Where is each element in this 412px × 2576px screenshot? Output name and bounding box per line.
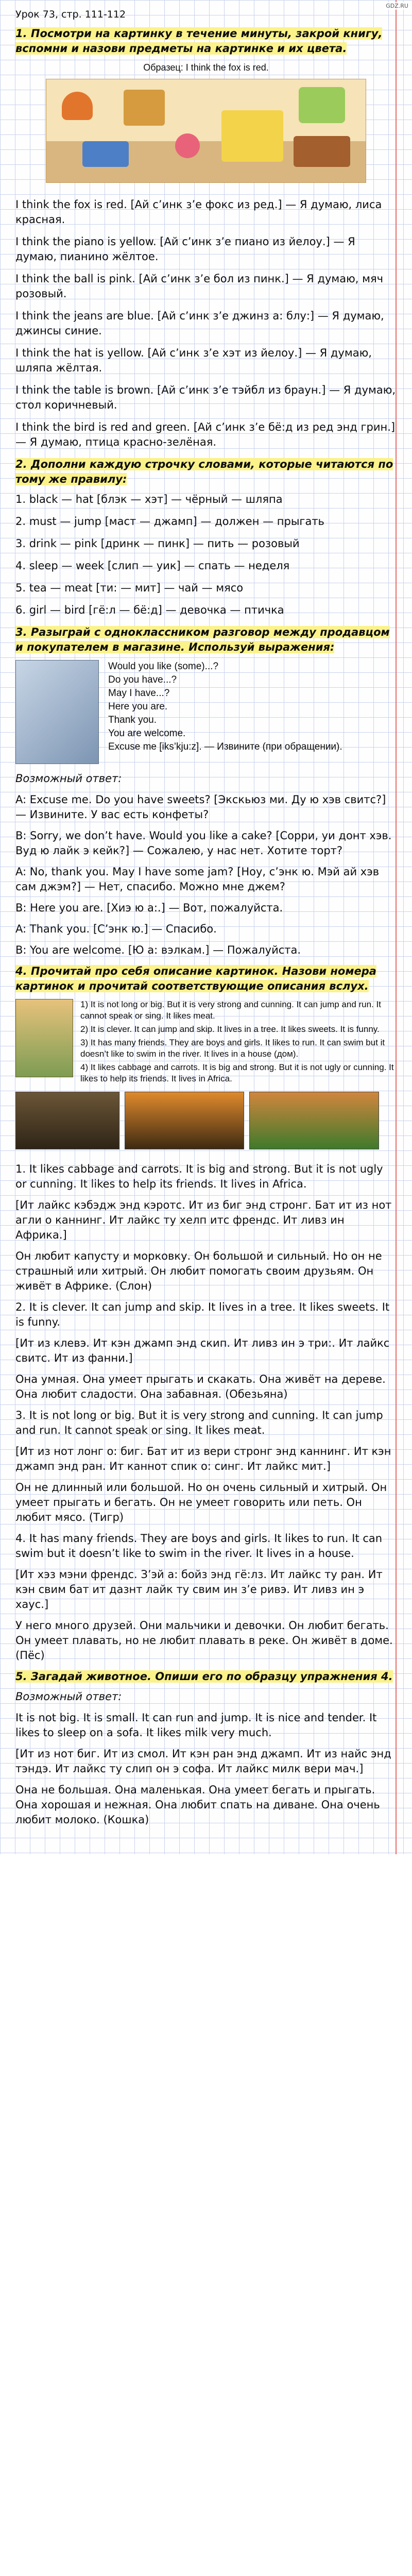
ex1-answers xyxy=(15,197,397,450)
answer-line: [Ит из нот лонг о: биг. Бат ит из вери стронг энд каннинг. Ит кэн джамп энд ран. Ит каннот спик о: синг. Ит лайкс мит.] xyxy=(15,1445,391,1472)
ex3-dialogue xyxy=(15,771,397,958)
ex4-animal-photos xyxy=(15,1092,397,1149)
description-item: 2) It is clever. It can jump and skip. It lives in a tree. It likes sweets. It is funny. xyxy=(80,1024,380,1034)
ex2-item: 6. girl — bird [гё:л — бё:д] — девочка — птичка xyxy=(15,604,284,616)
phrase: Do you have...? xyxy=(108,674,177,685)
ex4-answers xyxy=(15,1162,397,1663)
ex1-line: I think the hat is yellow. [Ай с’инк з’е хэт из йелоу.] — Я думаю, шляпа жёлтая. xyxy=(15,347,372,374)
answer-label: Возможный ответ: xyxy=(15,772,122,785)
answer-line: Он не длинный или большой. Но он очень сильный и хитрый. Он умеет прыгать и бегать. Он не умеет говорить или петь. Он любит мясо. (Тигр) xyxy=(15,1481,387,1523)
lesson-title: Урок 73, стр. 111-112 xyxy=(15,9,126,20)
ball-illustration xyxy=(175,133,200,158)
bird-cage-illustration xyxy=(299,87,345,123)
dialogue-line: B: Here you are. [Хиэ ю а:.] — Вот, пожалуйста. xyxy=(15,902,283,914)
answer-line: Она умная. Она умеет прыгать и скакать. Она живёт на дереве. Она любит сладости. Она забавная. (Обезьяна) xyxy=(15,1373,386,1400)
ex2-item: 1. black — hat [блэк — хэт] — чёрный — шляпа xyxy=(15,493,283,505)
answer-line: 3. It is not long or big. But it is very strong and cunning. It can jump and run. It cannot speak or sing. It likes meat. xyxy=(15,1409,383,1436)
ex1-heading: 1. Посмотри на картинку в течение минуты, закрой книгу, вспомни и назови предметы на картинке и их цвета. xyxy=(15,27,383,55)
ex1-line: I think the jeans are blue. [Ай с’инк з’е джинз а: блу:] — Я думаю, джинсы синие. xyxy=(15,310,384,337)
source-tag: GDZ.RU xyxy=(384,2,410,10)
answer-line: 4. It has many friends. They are boys and girls. It likes to run. It can swim but it doesn’t like to swim in the river. It lives in a house. xyxy=(15,1532,383,1560)
dialogue-line: A: Thank you. [С’энк ю.] — Спасибо. xyxy=(15,923,217,935)
ex3-phrase-block xyxy=(15,660,397,764)
ex3-heading: 3. Разыграй с одноклассником разговор между продавцом и покупателем в магазине. Используй выражения: xyxy=(15,626,390,653)
dialogue-line: A: Excuse me. Do you have sweets? [Экскьюз ми. Ду ю хэв свитс?] — Извините. У вас есть конфеты? xyxy=(15,793,386,821)
ex3-phrases xyxy=(108,660,342,754)
ex4-descriptions xyxy=(80,999,397,1087)
description-item: 3) It has many friends. They are boys and girls. It likes to run. It can swim but it doesn’t like to swim in the river. It lives in a house (дом). xyxy=(80,1038,385,1059)
dog-photo xyxy=(249,1092,379,1149)
piano-illustration xyxy=(221,110,283,162)
answer-line: Он любит капусту и морковку. Он большой и сильный. Но он не страшный или хитрый. Он любит помогать своим друзьям. Он живёт в Африке. (Слон) xyxy=(15,1250,382,1292)
answer-line: [Ит из клевэ. Ит кэн джамп энд скип. Ит ливз ин э три:. Ит лайкс свитс. Ит из фанни.] xyxy=(15,1337,390,1364)
ex4-description-block xyxy=(15,999,397,1087)
ex1-sample: Образец: I think the fox is red. xyxy=(143,62,269,73)
dialogue-line: B: Sorry, we don’t have. Would you like a cake? [Сорри, уи донт хэв. Вуд ю лайк э кейк?] — Сожалею, у нас нет. Хотите торт? xyxy=(15,829,392,857)
ex4-heading: 4. Прочитай про себя описание картинок. Назови номера картинок и прочитай соответствующие описания вслух. xyxy=(15,965,376,992)
worksheet-content xyxy=(15,7,397,1827)
answer-line: [Ит из нот биг. Ит из смол. Ит кэн ран энд джамп. Ит из найс энд тэндэ. Ит лайкс ту слип он э софа. Ит лайкс милк вери мач.] xyxy=(15,1748,391,1775)
ex1-line: I think the bird is red and green. [Ай с’инк з’е бё:д из ред энд грин.] — Я думаю, птица красно-зелёная. xyxy=(15,421,396,448)
answer-line: У него много друзей. Они мальчики и девочки. Он любит бегать. Он умеет плавать, но не любит плавать в реке. Он живёт в доме. (Пёс) xyxy=(15,1619,393,1662)
phrase: Here you are. xyxy=(108,701,168,712)
phrase: Thank you. xyxy=(108,715,157,725)
elephant-photo xyxy=(15,999,73,1077)
ex1-line: I think the table is brown. [Ай с’инк з’е тэйбл из браун.] — Я думаю, стол коричневый. xyxy=(15,384,396,411)
answer-line: 2. It is clever. It can jump and skip. It lives in a tree. It likes sweets. It is funny. xyxy=(15,1301,390,1328)
ex1-line: I think the piano is yellow. [Ай с’инк з’е пиано из йелоу.] — Я думаю, пианино жёлтое. xyxy=(15,235,355,263)
dialogue-line: A: No, thank you. May I have some jam? [Ноу, с’энк ю. Мэй ай хэв сам джэм?] — Нет, спасибо. Можно мне джем? xyxy=(15,866,380,893)
phrase: Excuse me [iks’kju:z]. — Извините (при обращении). xyxy=(108,741,342,752)
answer-line: It is not big. It is small. It can run and jump. It is nice and tender. It likes to sleep on a sofa. It likes milk very much. xyxy=(15,1711,377,1739)
answer-line: 1. It likes cabbage and carrots. It is big and strong. But it is not ugly or cunning. It likes to help its friends. It lives in Africa. xyxy=(15,1163,383,1190)
ex2-item: 3. drink — pink [дринк — пинк] — пить — розовый xyxy=(15,537,300,550)
guitar-illustration xyxy=(124,90,165,126)
ex5-heading: 5. Загадай животное. Опиши его по образцу упражнения 4. xyxy=(15,1670,393,1683)
ex1-line: I think the ball is pink. [Ай с’инк з’е бол из пинк.] — Я думаю, мяч розовый. xyxy=(15,273,384,300)
description-item: 1) It is not long or big. But it is very strong and cunning. It can jump and run. It cannot speak or sing. It likes meat. xyxy=(80,999,381,1021)
jeans-illustration xyxy=(82,141,129,167)
ex2-item: 5. tea — meat [ти: — мит] — чай — мясо xyxy=(15,582,244,594)
description-item: 4) It likes cabbage and carrots. It is big and strong. But it is not ugly or cunning. It likes to help its friends. It lives in Africa. xyxy=(80,1062,394,1083)
answer-line: [Ит лайкс кэбэдж энд кэротс. Ит из биг энд стронг. Бат ит из нот агли о каннинг. Ит лайкс ту хелп итс френдс. Ит ливз ин Африка.] xyxy=(15,1199,392,1241)
fox-illustration xyxy=(62,92,93,120)
shop-photo xyxy=(15,660,99,764)
dialogue-line: B: You are welcome. [Ю а: вэлкам.] — Пожалуйста. xyxy=(15,944,301,956)
answer-label: Возможный ответ: xyxy=(15,1690,122,1703)
ex1-picture xyxy=(46,79,366,183)
ex2-item: 2. must — jump [маст — джамп] — должен — прыгать xyxy=(15,515,324,528)
margin-line xyxy=(396,0,397,1854)
table-illustration xyxy=(294,136,350,167)
answer-line: [Ит хэз мэни френдс. З’эй а: бойз энд гё:лз. Ит лайкс ту ран. Ит кэн свим бат ит дазнт лайк ту свим ин з’е ривэ. Ит ливз ин э хаус.] xyxy=(15,1568,383,1611)
phrase: Would you like (some)...? xyxy=(108,661,219,672)
ex5-answers xyxy=(15,1689,397,1827)
phrase: You are welcome. xyxy=(108,728,186,739)
tiger-photo xyxy=(125,1092,244,1149)
ex2-heading: 2. Дополни каждую строчку словами, которые читаются по тому же правилу: xyxy=(15,458,393,485)
answer-line: Она не большая. Она маленькая. Она умеет бегать и прыгать. Она хорошая и нежная. Она любит спать на диване. Она очень любит молоко. (Кошка) xyxy=(15,1784,380,1826)
ex2-item: 4. sleep — week [слип — уик] — спать — неделя xyxy=(15,560,290,572)
monkey-photo xyxy=(15,1092,119,1149)
ex2-list xyxy=(15,492,397,618)
ex1-line: I think the fox is red. [Ай с’инк з’е фокс из ред.] — Я думаю, лиса красная. xyxy=(15,198,382,226)
phrase: May I have...? xyxy=(108,688,170,699)
